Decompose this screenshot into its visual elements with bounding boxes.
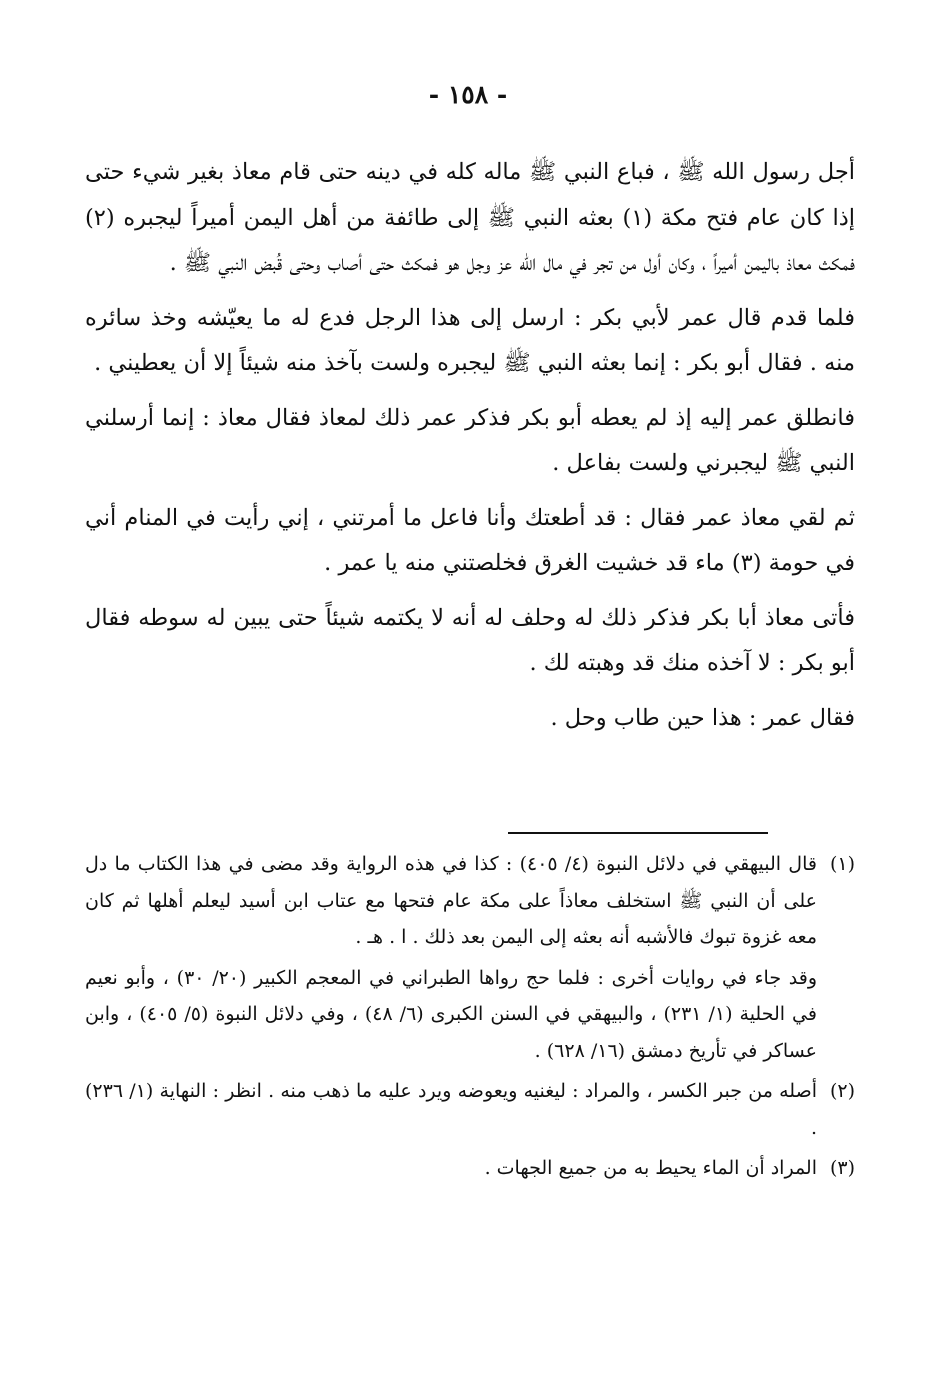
footnote-text: المراد أن الماء يحيط به من جميع الجهات .	[484, 1157, 817, 1179]
footnote-2	[85, 1073, 855, 1146]
paragraph-6: فقال عمر : هذا حين طاب وحل .	[550, 704, 855, 731]
footnote-number: (٣)	[829, 1157, 855, 1179]
page-number: - ١٥٨ -	[428, 80, 508, 109]
footnote-separator	[508, 832, 768, 834]
footnote-number: (١)	[829, 853, 855, 875]
footnote-3	[85, 1150, 855, 1187]
footnote-1-continuation	[85, 960, 855, 1070]
footnote-text: أصله من جبر الكسر ، والمراد : ليغنيه ويعوضه ويرد عليه ما ذهب منه . انظر : النهاية (١/ ٢٣٦) .	[85, 1080, 817, 1139]
main-text	[85, 150, 855, 750]
paragraph-4: ثم لقي معاذ عمر فقال : قد أطعتك وأنا فاعل ما أمرتني ، إني رأيت في المنام أني في حومة (٣) ماء قد خشيت الغرق فخلصتني منه يا عمر .	[85, 504, 855, 576]
paragraph-2: فلما قدم قال عمر لأبي بكر : ارسل إلى هذا الرجل فدع له ما يعيّشه وخذ سائره منه . فقال أبو بكر : إنما بعثه النبي ﷺ ليجبره ولست بآخذ منه شيئاً إلا أن يعطيني .	[85, 304, 855, 376]
footnote-number: (٢)	[829, 1080, 855, 1102]
footnote-1	[85, 846, 855, 956]
paragraph-3: فانطلق عمر إليه إذ لم يعطه أبو بكر فذكر عمر ذلك لمعاذ فقال معاذ : إنما أرسلني النبي ﷺ ليجبرني ولست بفاعل .	[85, 404, 855, 476]
footnote-text: قال البيهقي في دلائل النبوة (٤/ ٤٠٥) : كذا في هذه الرواية وقد مضى في هذا الكتاب ما دل على أن النبي ﷺ استخلف معاذاً على مكة عام فتحها مع عتاب ابن أسيد ليعلم أهلها ثم كان معه غزوة تبوك فالأشبه أنه بعثه إلى اليمن بعد ذلك . ا . هـ .	[85, 853, 817, 948]
footnote-text: وقد جاء في روايات أخرى : فلما حج رواها الطبراني في المعجم الكبير (٢٠/ ٣٠) ، وأبو نعيم في الحلية (١/ ٢٣١) ، والبيهقي في السنن الكبرى (٦/ ٤٨) ، وفي دلائل النبوة (٥/ ٤٠٥) ، وابن عساكر في تأريخ دمشق (١٦/ ٦٢٨) .	[85, 966, 817, 1062]
footnotes	[85, 846, 855, 1191]
paragraph-1: أجل رسول الله ﷺ ، فباع النبي ﷺ ماله كله في دينه حتى قام معاذ بغير شيء حتى إذا كان عام فتح مكة (١) بعثه النبي ﷺ إلى طائفة من أهل اليمن أميراً ليجبره (٢) فمكث معاذ باليمن أميراً ، وكان أول من تجر في مال الله عز وجل هو فمكث حتى أصاب وحتى قُبض النبي ﷺ .	[85, 159, 855, 276]
paragraph-5: فأتى معاذ أبا بكر فذكر ذلك له وحلف له أنه لا يكتمه شيئاً حتى يبين له سوطه فقال أبو بكر : لا آخذه منك قد وهبته لك .	[85, 604, 855, 676]
